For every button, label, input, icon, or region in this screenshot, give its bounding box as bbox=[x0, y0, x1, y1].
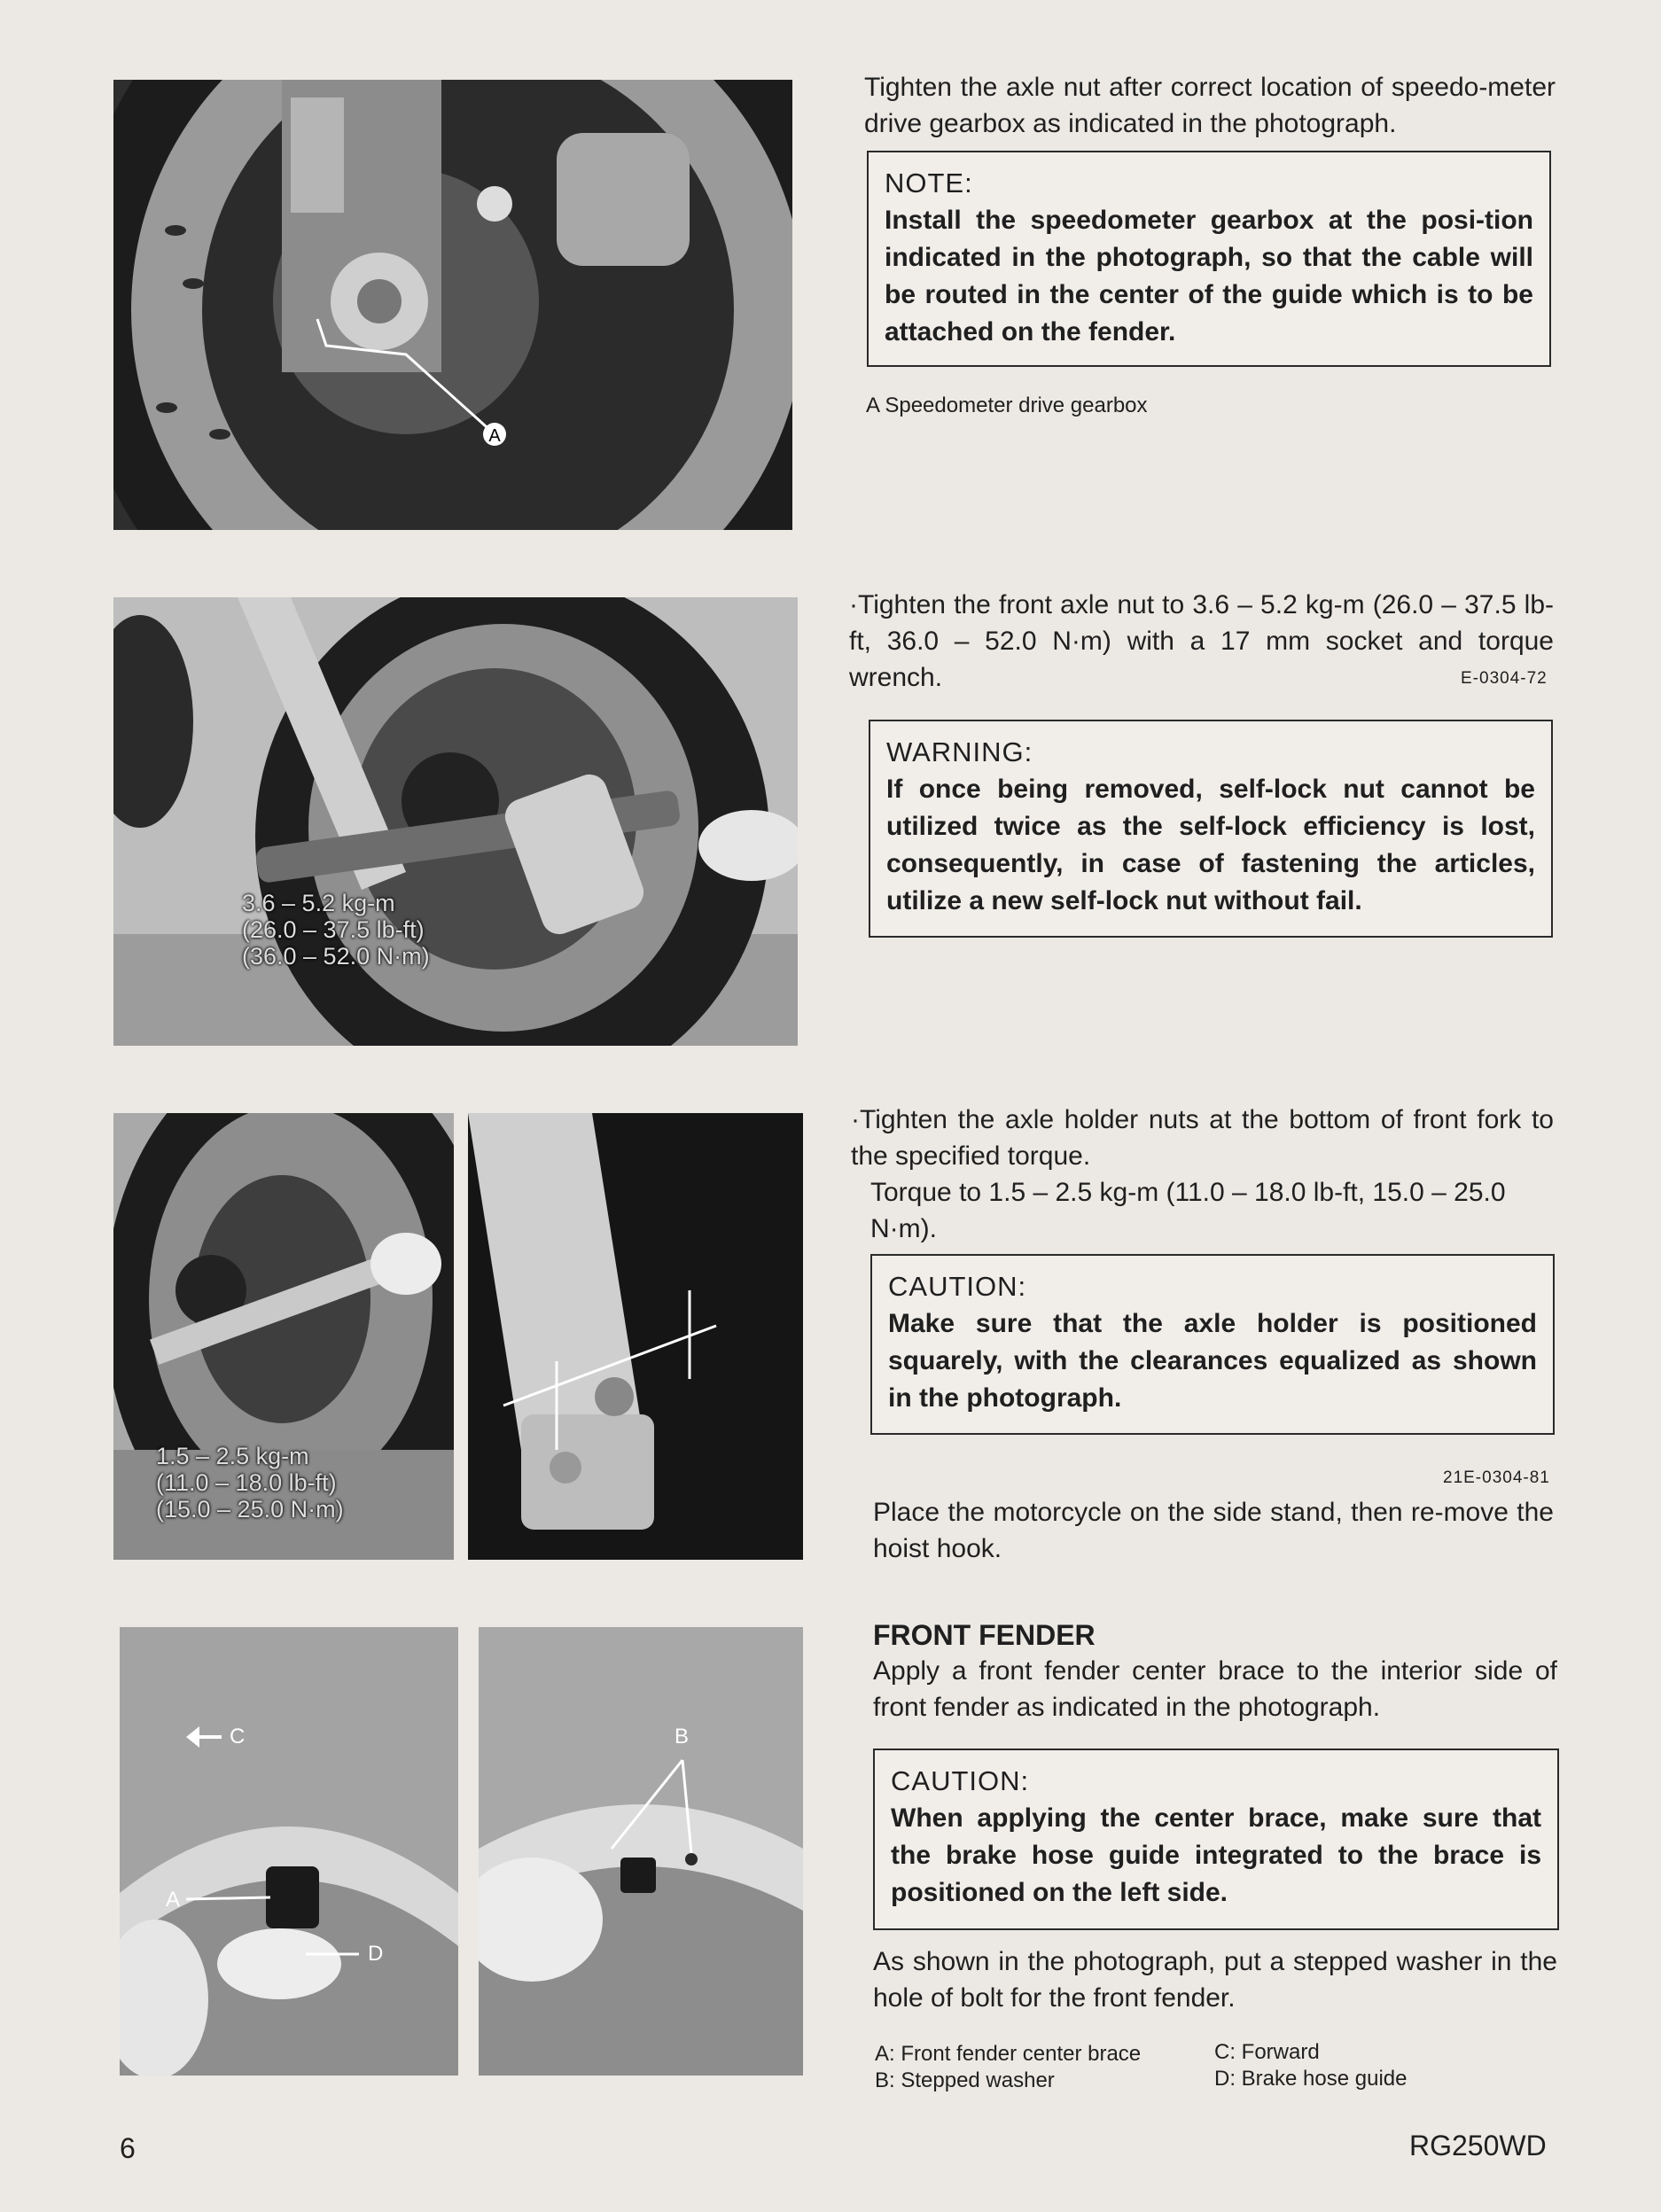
caution-body-fender: When applying the center brace, make sure that the brake hose guide integrated to the brace is positioned on the left side. bbox=[891, 1803, 1541, 1907]
front-fender-heading: FRONT FENDER bbox=[873, 1619, 1096, 1651]
callout-a-brace: A bbox=[166, 1888, 181, 1912]
caution-box-axle-holder bbox=[870, 1254, 1555, 1435]
callout-a-speedometer: A bbox=[488, 426, 501, 446]
torque-label-axle-holder bbox=[156, 1443, 344, 1523]
callout-c-forward: C bbox=[230, 1725, 246, 1749]
photo-fender-brace bbox=[120, 1627, 458, 2076]
warning-title: WARNING: bbox=[886, 736, 1033, 767]
speedometer-instruction: Tighten the axle nut after correct location of speedo-meter drive gearbox as indicated in the photograph. bbox=[864, 73, 1556, 138]
photo-front-axle-torque bbox=[113, 597, 798, 1046]
holder-torque-lbft: (11.0 – 18.0 lb-ft) bbox=[156, 1469, 337, 1496]
front-fender-instruction: Apply a front fender center brace to the interior side of front fender as indicated in the photograph. bbox=[873, 1656, 1557, 1722]
caution-title-fender: CAUTION: bbox=[891, 1765, 1030, 1796]
holder-torque-nm: (15.0 – 25.0 N·m) bbox=[156, 1496, 344, 1523]
axle-holder-instruction: ·Tighten the axle holder nuts at the bottom of front fork to the specified torque. bbox=[851, 1105, 1554, 1171]
warning-body: If once being removed, self-lock nut cannot be utilized twice as the self-lock efficiency is lost, consequently, in case of fastening the articles, utilize a new self-lock nut without fail. bbox=[886, 775, 1535, 915]
page-number: 6 bbox=[120, 2132, 136, 2164]
note-body: Install the speedometer gearbox at the posi-tion indicated in the photograph, so that the cable will be routed in the center of the guide which is to be attached on the fender. bbox=[885, 206, 1533, 347]
model-code: RG250WD bbox=[1409, 2130, 1547, 2161]
caution-title-axle-holder: CAUTION: bbox=[888, 1271, 1027, 1302]
callout-b-washer: B bbox=[675, 1725, 690, 1749]
torque-kgm: 3.6 – 5.2 kg-m bbox=[242, 890, 395, 916]
warning-box bbox=[869, 720, 1553, 938]
torque-lbft: (26.0 – 37.5 lb-ft) bbox=[242, 916, 425, 943]
photo-front-axle-torque-art bbox=[113, 597, 798, 1046]
axle-holder-torque-spec: Torque to 1.5 – 2.5 kg-m (11.0 – 18.0 lb-ft, 15.0 – 25.0 N·m). bbox=[870, 1178, 1506, 1243]
photo-stepped-washer bbox=[479, 1627, 803, 2076]
holder-torque-kgm: 1.5 – 2.5 kg-m bbox=[156, 1443, 309, 1469]
side-stand-ref-code: 21E-0304-81 bbox=[1443, 1468, 1550, 1487]
caution-body-axle-holder: Make sure that the axle holder is positioned squarely, with the clearances equalized as shown in the photograph. bbox=[888, 1309, 1537, 1413]
photo-stepped-washer-art bbox=[479, 1627, 803, 2076]
front-axle-ref-code: E-0304-72 bbox=[1461, 669, 1548, 688]
torque-label-front-axle bbox=[242, 890, 430, 970]
photo-speedometer-gearbox bbox=[113, 80, 792, 530]
fender-legend-c: C: Forward bbox=[1214, 2040, 1320, 2064]
side-stand-instruction: Place the motorcycle on the side stand, then re-move the hoist hook. bbox=[873, 1498, 1554, 1563]
photo-speedometer-gearbox-art bbox=[113, 80, 792, 530]
fender-legend-d: D: Brake hose guide bbox=[1214, 2067, 1408, 2091]
callout-d-hose-guide: D bbox=[368, 1942, 384, 1966]
front-axle-instruction: ·Tighten the front axle nut to 3.6 – 5.2 kg-m (26.0 – 37.5 lb-ft, 36.0 – 52.0 N·m) with a 17 mm socket and torque wrench. bbox=[849, 590, 1554, 692]
stepped-washer-instruction: As shown in the photograph, put a stepped washer in the hole of bolt for the front fender. bbox=[873, 1947, 1557, 2013]
photo-axle-holder-clearance-art bbox=[468, 1113, 803, 1560]
photo-axle-holder-torque bbox=[113, 1113, 454, 1560]
note-title: NOTE: bbox=[885, 167, 973, 199]
caution-box-fender bbox=[873, 1749, 1559, 1930]
fender-legend-b: B: Stepped washer bbox=[875, 2068, 1055, 2092]
fender-legend-a: A: Front fender center brace bbox=[875, 2042, 1142, 2066]
note-box bbox=[867, 151, 1551, 367]
photo-axle-holder-clearance bbox=[468, 1113, 803, 1560]
photo-fender-brace-art bbox=[120, 1627, 458, 2076]
torque-nm: (36.0 – 52.0 N·m) bbox=[242, 943, 430, 970]
speedometer-legend: A Speedometer drive gearbox bbox=[866, 393, 1148, 417]
